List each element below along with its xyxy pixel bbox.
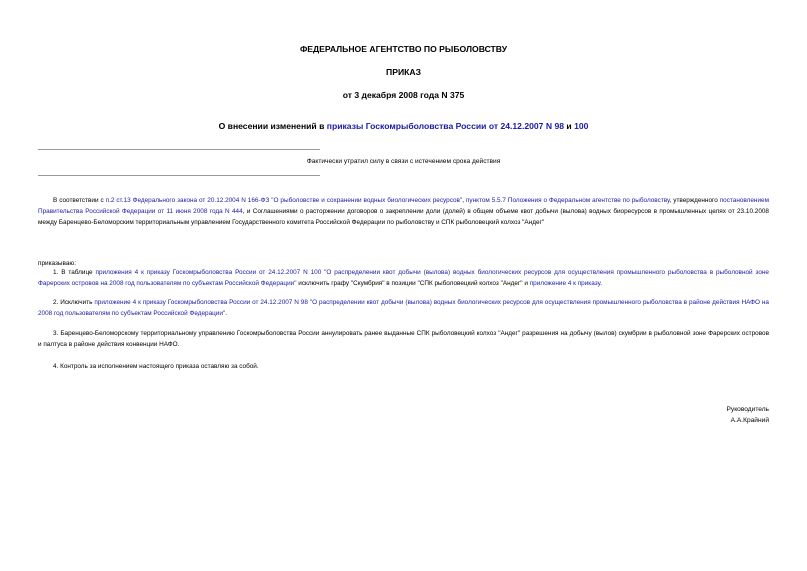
item1-text-1: 1. В таблице (53, 269, 96, 276)
title-link-order-98[interactable]: приказы Госкомрыболовства России от 24.12.2007 N 98 (326, 121, 564, 131)
order-item-1 (38, 268, 769, 290)
signatory-name: А.А.Крайний (730, 417, 769, 424)
divider-top (38, 149, 320, 150)
order-100-appendix-link[interactable]: приложения 4 к приказу Госкомрыболовства России от 24.12.2007 N 100 "О распределении квот добычи (вылова) водных биологических ресурсов для осуществления промышленного рыболовства в рыболовной зоне Фарерских островов на 2008 год пользователям по субъектам Российской Федерации" (38, 269, 769, 287)
document-type: ПРИКАЗ (386, 67, 421, 77)
item1-text-2: исключить графу "Скумбрия" в позиции "СПК рыболовецкий колхоз "Андег" и (296, 279, 530, 287)
preamble-text-1: В соответствии с (53, 197, 106, 204)
order-word: приказываю: (38, 260, 76, 267)
document-date-number: от 3 декабря 2008 года N 375 (342, 90, 465, 100)
item2-text-2: . (225, 309, 227, 317)
signatory-role: Руководитель (726, 406, 769, 413)
item1-text-3: . (600, 279, 602, 287)
agency-name: ФЕДЕРАЛЬНОЕ АГЕНТСТВО ПО РЫБОЛОВСТВУ (299, 44, 508, 54)
regulation-clause-link[interactable]: пунктом 5.5.7 Положения о Федеральном агентстве по рыболовству (465, 197, 670, 204)
preamble-text-3: , утвержденного (669, 197, 720, 204)
preamble-text-2: , (462, 197, 466, 204)
order-item-4: 4. Контроль за исполнением настоящего приказа оставляю за собой. (53, 363, 259, 370)
status-note: Фактически утратил силу в связи с истечением срока действия (306, 158, 501, 165)
preamble-text-4: , и Соглашениями о расторжении договоров о закреплении доли (долей) в общем объеме квот добычи (вылова) водных биоресурсов в промышленных целях от 23.10.2008 между Баренцево-Беломорским территориальным управлением Государственного комитета Российской Федерации по рыболовству и СПК рыболовецкий колхоз "Андег" (38, 207, 769, 226)
item2-text-1: 2. Исключить (53, 299, 95, 306)
appendix-4-link[interactable]: приложение 4 к приказу (529, 279, 601, 287)
title-mid: и (564, 121, 575, 131)
title-link-order-100[interactable]: 100 (574, 121, 589, 131)
law-166-fz-link[interactable]: п.2 ст.13 Федерального закона от 20.12.2004 N 166-ФЗ "О рыболовстве и сохранении водных биологических ресурсов" (105, 197, 463, 204)
government-resolution-link[interactable]: постановлением Правительства Российской Федерации от 11 июня 2008 года N 444 (38, 197, 769, 215)
order-item-2 (38, 298, 769, 320)
divider-bottom (38, 175, 320, 176)
preamble-paragraph (38, 196, 769, 228)
order-item-3: 3. Баренцево-Беломорскому территориальному управлению Госкомрыболовства России аннулировать ранее выданные СПК рыболовецкий колхоз "Андег" разрешения на добычу (вылов) скумбрии в рыболовной зоне Фарерских островов и палтуса в районе действия конвенции НАФО. (38, 330, 769, 348)
title-prefix: О внесении изменений в (218, 121, 327, 131)
document-title (0, 121, 807, 131)
order-98-appendix-link[interactable]: приложение 4 к приказу Госкомрыболовства России от 24.12.2007 N 98 "О распределении квот добычи (вылова) водных биологических ресурсов для осуществления промышленного рыболовства в районе действия НАФО на 2008 год пользователям по субъектам Российской Федерации" (38, 299, 769, 317)
